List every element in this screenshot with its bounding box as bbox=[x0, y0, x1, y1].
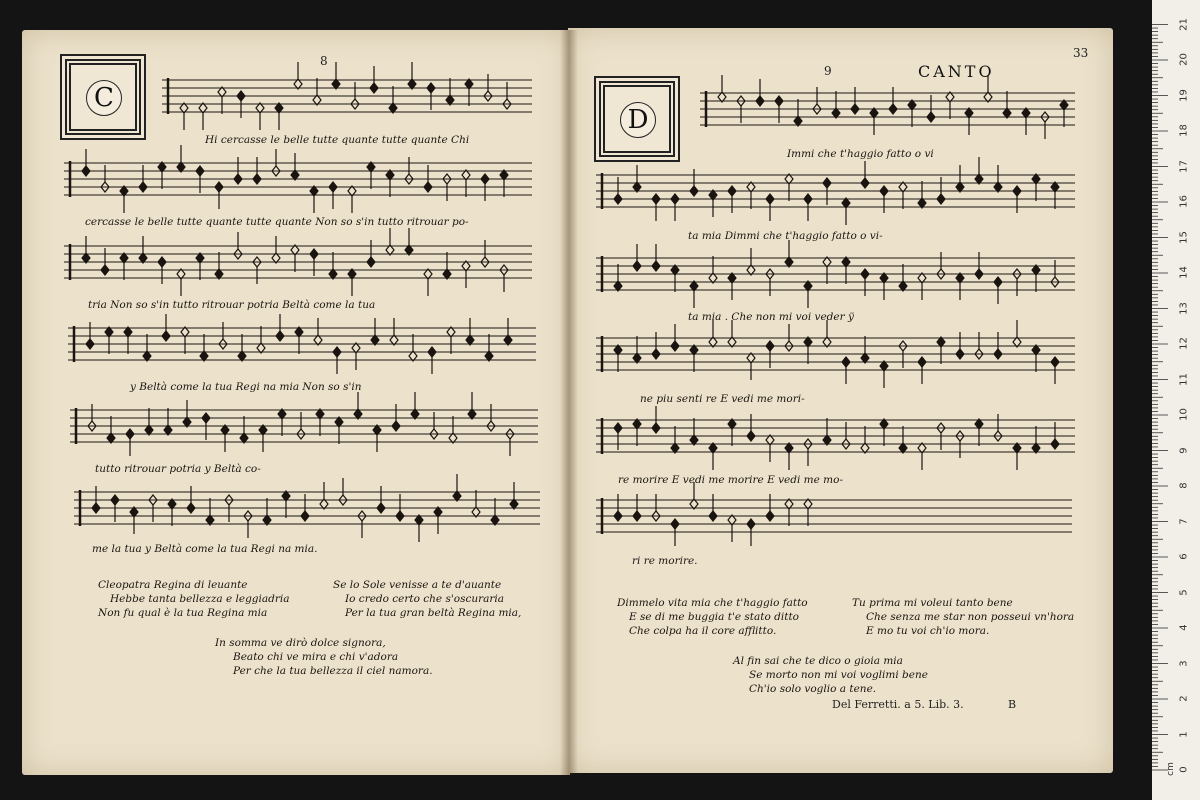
left-verse-a: Cleopatra Regina di leuante Hebbe tanta bellezza e leggiadria Non fu qual è la tua Regina mia bbox=[98, 579, 290, 619]
note-icon bbox=[633, 261, 641, 271]
note-icon bbox=[652, 261, 660, 271]
signature-mark: B bbox=[1008, 698, 1017, 711]
ruler-mark-label: 13 bbox=[1178, 301, 1190, 315]
ruler-mark-label: 3 bbox=[1178, 659, 1190, 667]
ruler-mark-label: 6 bbox=[1178, 553, 1190, 560]
left-staff-3 bbox=[64, 228, 532, 296]
left-lyric-line-2: cercasse le belle tutte quante tutte quante Non so s'in tutto ritrouar po- bbox=[85, 216, 469, 228]
right-decorated-initial bbox=[594, 76, 680, 162]
note-icon bbox=[937, 194, 945, 204]
note-icon bbox=[333, 347, 341, 357]
note-icon bbox=[481, 174, 489, 184]
note-icon bbox=[956, 349, 964, 359]
note-icon bbox=[101, 265, 109, 275]
note-icon bbox=[889, 104, 897, 114]
measurement-ruler bbox=[1152, 0, 1200, 800]
right-verse-b: Tu prima mi voleui tanto bene Che senza me star non posseui vn'hora E mo tu voi ch'io mora. bbox=[852, 597, 1075, 637]
note-icon bbox=[82, 166, 90, 176]
note-icon bbox=[92, 503, 100, 513]
note-icon bbox=[202, 413, 210, 423]
note-icon bbox=[614, 423, 622, 433]
note-icon bbox=[215, 182, 223, 192]
note-icon bbox=[927, 112, 935, 122]
note-icon bbox=[139, 182, 147, 192]
right-lyric-line-5: re morire E vedi me morire E vedi me mo- bbox=[618, 474, 843, 486]
note-icon bbox=[766, 511, 774, 521]
note-icon bbox=[652, 194, 660, 204]
note-icon bbox=[756, 96, 764, 106]
note-icon bbox=[253, 174, 261, 184]
ruler-mark-label: 21 bbox=[1178, 17, 1190, 31]
note-icon bbox=[428, 347, 436, 357]
note-icon bbox=[671, 341, 679, 351]
ruler-mark-label: 5 bbox=[1178, 588, 1190, 596]
left-lyric-line-6: me la tua y Beltà come la tua Regi na mia. bbox=[92, 543, 318, 555]
ruler-mark-label: 18 bbox=[1178, 124, 1190, 137]
note-icon bbox=[614, 194, 622, 204]
note-icon bbox=[377, 503, 385, 513]
note-icon bbox=[329, 182, 337, 192]
note-icon bbox=[237, 91, 245, 101]
initial-letter: D bbox=[627, 105, 649, 135]
note-icon bbox=[1051, 439, 1059, 449]
right-page-number: 33 bbox=[1073, 46, 1089, 60]
note-icon bbox=[747, 431, 755, 441]
note-icon bbox=[842, 357, 850, 367]
note-icon bbox=[370, 83, 378, 93]
left-staff-4 bbox=[68, 314, 536, 374]
note-icon bbox=[310, 249, 318, 259]
note-icon bbox=[126, 429, 134, 439]
left-staff-2 bbox=[64, 145, 532, 213]
note-icon bbox=[162, 331, 170, 341]
ruler-mark-label: 2 bbox=[1178, 695, 1190, 702]
note-icon bbox=[367, 257, 375, 267]
note-icon bbox=[652, 423, 660, 433]
note-icon bbox=[424, 182, 432, 192]
note-icon bbox=[766, 194, 774, 204]
note-icon bbox=[1051, 357, 1059, 367]
ruler-mark-label: 17 bbox=[1178, 159, 1190, 173]
note-icon bbox=[728, 186, 736, 196]
left-staff-1 bbox=[162, 62, 532, 130]
note-icon bbox=[851, 104, 859, 114]
left-staff-5 bbox=[70, 392, 538, 456]
right-verse-a: Dimmelo vita mia che t'haggio fatto E se di me buggia t'e stato ditto Che colpa ha il core afflitto. bbox=[617, 597, 808, 637]
ruler-mark-label: 15 bbox=[1178, 230, 1190, 244]
note-icon bbox=[633, 511, 641, 521]
ruler-mark-label: 8 bbox=[1178, 482, 1190, 489]
right-verse-c: Al fin sai che te dico o gioia mia Se morto non mi voi voglimi bene Ch'io solo voglio a tene. bbox=[733, 655, 928, 695]
voice-part-title: CANTO bbox=[918, 62, 995, 81]
note-icon bbox=[396, 511, 404, 521]
ruler-mark-label: 10 bbox=[1178, 408, 1190, 421]
note-icon bbox=[861, 269, 869, 279]
right-lyric-line-4: ne piu senti re E vedi me mori- bbox=[640, 393, 805, 405]
ruler-mark-label: 7 bbox=[1178, 517, 1190, 525]
note-icon bbox=[276, 331, 284, 341]
left-verse-b: Se lo Sole venisse a te d'auante Io credo certo che s'oscuraria Per la tua gran beltà Regina mia, bbox=[333, 579, 522, 619]
note-icon bbox=[187, 503, 195, 513]
colophon: Del Ferretti. a 5. Lib. 3. bbox=[832, 698, 964, 711]
ruler-mark-label: 0 bbox=[1178, 766, 1190, 773]
note-icon bbox=[747, 519, 755, 529]
left-lyric-line-3: tria Non so s'in tutto ritrouar potria Beltà come la tua bbox=[88, 299, 376, 311]
ruler-mark-label: 19 bbox=[1178, 88, 1190, 102]
note-icon bbox=[158, 257, 166, 267]
note-icon bbox=[775, 96, 783, 106]
note-icon bbox=[994, 349, 1002, 359]
note-icon bbox=[766, 341, 774, 351]
ruler-mark-label: 12 bbox=[1178, 337, 1190, 350]
note-icon bbox=[823, 178, 831, 188]
note-icon bbox=[671, 194, 679, 204]
ruler-mark-label: 14 bbox=[1178, 266, 1190, 279]
right-staff-1 bbox=[700, 75, 1075, 139]
note-icon bbox=[392, 421, 400, 431]
ruler-mark-label: 11 bbox=[1178, 372, 1190, 386]
initial-letter: C bbox=[94, 83, 114, 113]
note-icon bbox=[804, 194, 812, 204]
note-icon bbox=[614, 511, 622, 521]
note-icon bbox=[652, 349, 660, 359]
left-lyric-line-4: y Beltà come la tua Regi na mia Non so s'in bbox=[130, 381, 362, 393]
ruler-unit-label: cm bbox=[1165, 762, 1176, 776]
left-lyric-line-1: Hi cercasse le belle tutte quante tutte quante Chi bbox=[205, 134, 470, 146]
right-lyric-line-6: ri re morire. bbox=[632, 555, 698, 567]
note-icon bbox=[196, 166, 204, 176]
note-icon bbox=[671, 519, 679, 529]
note-icon bbox=[918, 357, 926, 367]
note-icon bbox=[690, 186, 698, 196]
ruler-ticks bbox=[1152, 0, 1200, 800]
note-icon bbox=[994, 277, 1002, 287]
note-icon bbox=[975, 269, 983, 279]
right-staff-3 bbox=[596, 240, 1075, 308]
ruler-mark-label: 16 bbox=[1178, 195, 1190, 208]
right-staff-5 bbox=[596, 406, 1075, 470]
left-staff-6 bbox=[74, 474, 540, 542]
right-staff-6 bbox=[596, 482, 830, 546]
ruler-mark-label: 20 bbox=[1178, 53, 1190, 66]
note-icon bbox=[301, 511, 309, 521]
right-lyric-line-1: Immi che t'haggio fatto o vi bbox=[787, 148, 934, 160]
right-staff-2 bbox=[596, 157, 1075, 225]
note-icon bbox=[86, 339, 94, 349]
ruler-mark-label: 4 bbox=[1178, 624, 1190, 631]
note-icon bbox=[1013, 186, 1021, 196]
note-icon bbox=[427, 83, 435, 93]
right-staff-4 bbox=[596, 320, 1075, 388]
right-signature-number: 9 bbox=[824, 64, 832, 78]
ruler-mark-label: 9 bbox=[1178, 446, 1190, 454]
left-verse-c: In somma ve dirò dolce signora, Beato chi ve mira e chi v'adora Per che la tua bellezza il ciel namora. bbox=[215, 637, 433, 677]
right-lyric-line-3: ta mia . Che non mi voi veder ÿ bbox=[688, 311, 854, 323]
note-icon bbox=[111, 495, 119, 505]
right-lyric-line-2: ta mia Dimmi che t'haggio fatto o vi- bbox=[688, 230, 883, 242]
left-lyric-line-5: tutto ritrouar potria y Beltà co- bbox=[95, 463, 261, 475]
ruler-mark-label: 1 bbox=[1178, 730, 1190, 738]
note-icon bbox=[880, 186, 888, 196]
note-icon bbox=[709, 511, 717, 521]
note-icon bbox=[234, 174, 242, 184]
left-page-number: 8 bbox=[320, 54, 328, 68]
note-icon bbox=[861, 178, 869, 188]
